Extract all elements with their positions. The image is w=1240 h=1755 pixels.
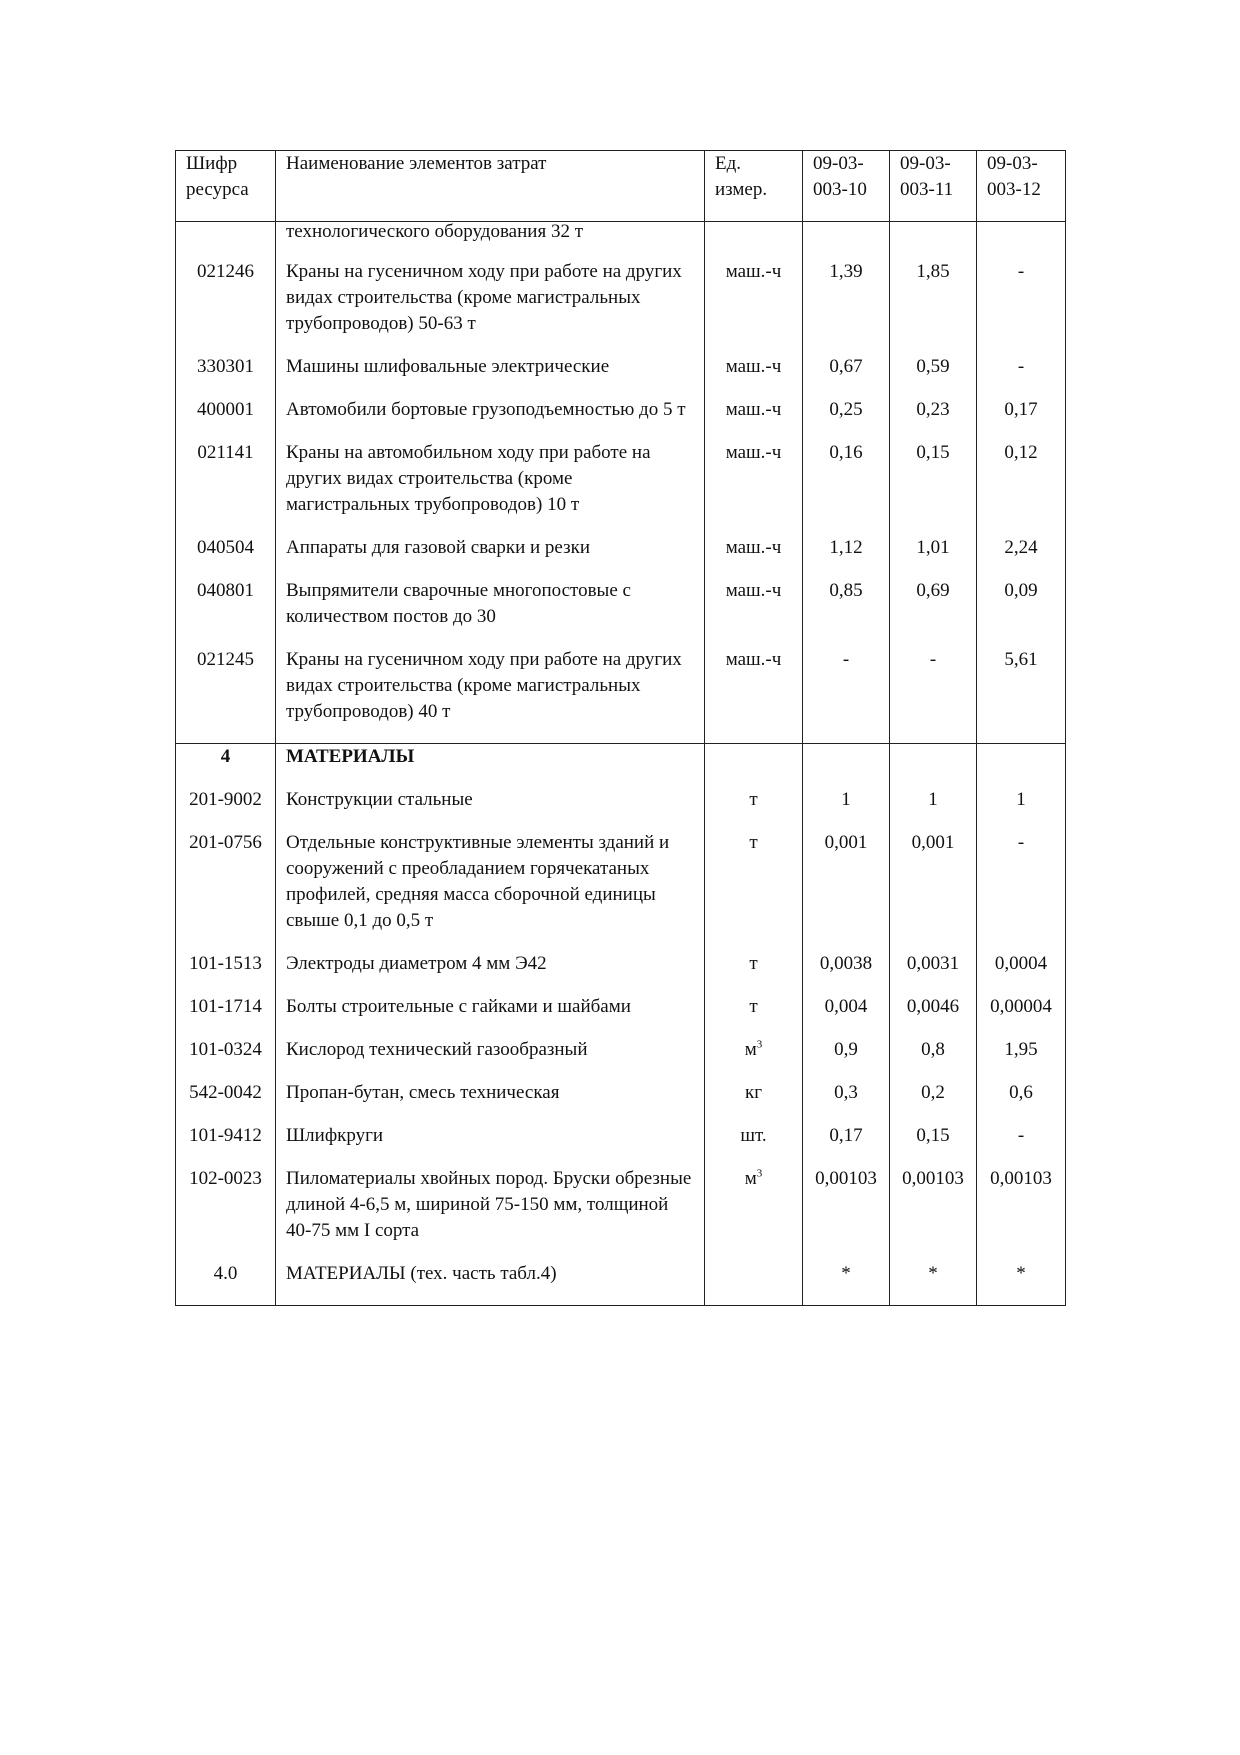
value-09-03-003-11: 0,0046: [890, 994, 977, 1037]
machine-row: [176, 535, 1066, 578]
value-09-03-003-10: 0,25: [803, 397, 890, 440]
resource-unit: [705, 951, 803, 994]
unit-text: т: [749, 832, 758, 853]
resource-unit: [705, 1080, 803, 1123]
carryover-row: [176, 222, 1066, 260]
resource-unit: [705, 830, 803, 951]
unit-text: шт.: [740, 1125, 767, 1146]
resource-name: Выпрямители сварочные многопостовые с количеством постов до 30: [276, 578, 705, 647]
resource-code: 021246: [176, 259, 276, 354]
value-09-03-003-11: 0,2: [890, 1080, 977, 1123]
machine-row: [176, 440, 1066, 535]
resource-unit: [705, 647, 803, 744]
resource-unit: [705, 1037, 803, 1080]
value-09-03-003-10: 1: [803, 787, 890, 830]
resource-name: Электроды диаметром 4 мм Э42: [276, 951, 705, 994]
resource-code: 4.0: [176, 1261, 276, 1306]
resource-unit: [705, 787, 803, 830]
value-09-03-003-12: 0,17: [977, 397, 1066, 440]
value-09-03-003-12: 0,6: [977, 1080, 1066, 1123]
resource-name: МАТЕРИАЛЫ (тех. часть табл.4): [276, 1261, 705, 1306]
material-row: [176, 1123, 1066, 1166]
resource-name: Кислород технический газообразный: [276, 1037, 705, 1080]
machine-row: [176, 578, 1066, 647]
header-col2: 09-03-003-11: [890, 151, 977, 222]
resource-code: 040504: [176, 535, 276, 578]
carryover-name: технологического оборудования 32 т: [276, 222, 705, 260]
unit-text: маш.-ч: [725, 261, 782, 282]
resource-name: Шлифкруги: [276, 1123, 705, 1166]
machine-row: [176, 354, 1066, 397]
value-09-03-003-10: 0,67: [803, 354, 890, 397]
value-09-03-003-10: 1,39: [803, 259, 890, 354]
resource-code: 102-0023: [176, 1166, 276, 1261]
value-09-03-003-12: 0,00103: [977, 1166, 1066, 1261]
unit-text: маш.-ч: [725, 399, 782, 420]
section-empty-cell: [803, 744, 890, 788]
resource-code: 021141: [176, 440, 276, 535]
resource-code: 201-9002: [176, 787, 276, 830]
value-09-03-003-11: 1,01: [890, 535, 977, 578]
unit-text: маш.-ч: [725, 442, 782, 463]
value-09-03-003-11: 0,0031: [890, 951, 977, 994]
value-09-03-003-12: 2,24: [977, 535, 1066, 578]
resource-unit: [705, 994, 803, 1037]
value-09-03-003-11: 1: [890, 787, 977, 830]
material-row: [176, 830, 1066, 951]
resource-code: 400001: [176, 397, 276, 440]
machine-row: [176, 397, 1066, 440]
resource-code: 040801: [176, 578, 276, 647]
resource-unit: [705, 1261, 803, 1306]
material-row: [176, 994, 1066, 1037]
resource-code: 542-0042: [176, 1080, 276, 1123]
resource-name: Краны на гусеничном ходу при работе на других видах строительства (кроме магистральных трубопроводов) 50-63 т: [276, 259, 705, 354]
carryover-code: [176, 222, 276, 260]
section-empty-cell: [890, 744, 977, 788]
value-09-03-003-11: 0,15: [890, 440, 977, 535]
unit-text: маш.-ч: [725, 649, 782, 670]
value-09-03-003-12: -: [977, 259, 1066, 354]
resource-unit: [705, 578, 803, 647]
value-09-03-003-12: *: [977, 1261, 1066, 1306]
resource-unit: [705, 1166, 803, 1261]
carryover-v3: [977, 222, 1066, 260]
resource-name: Пропан-бутан, смесь техническая: [276, 1080, 705, 1123]
unit-text: т: [749, 789, 758, 810]
value-09-03-003-12: -: [977, 830, 1066, 951]
unit-superscript: 3: [756, 1167, 763, 1180]
value-09-03-003-10: 0,16: [803, 440, 890, 535]
value-09-03-003-10: 1,12: [803, 535, 890, 578]
resource-code: 021245: [176, 647, 276, 744]
unit-text: м: [744, 1039, 757, 1060]
value-09-03-003-11: 0,8: [890, 1037, 977, 1080]
resource-name: Пиломатериалы хвойных пород. Бруски обрезные длиной 4-6,5 м, шириной 75-150 мм, толщиной 40-75 мм I сорта: [276, 1166, 705, 1261]
header-name: Наименование элементов затрат: [276, 151, 705, 222]
resource-name: Болты строительные с гайками и шайбами: [276, 994, 705, 1037]
material-row: [176, 1080, 1066, 1123]
unit-text: м: [744, 1168, 757, 1189]
value-09-03-003-12: 1,95: [977, 1037, 1066, 1080]
value-09-03-003-11: -: [890, 647, 977, 744]
resource-unit: [705, 397, 803, 440]
unit-text: маш.-ч: [725, 537, 782, 558]
resource-name: Аппараты для газовой сварки и резки: [276, 535, 705, 578]
value-09-03-003-11: 0,00103: [890, 1166, 977, 1261]
value-09-03-003-12: 0,12: [977, 440, 1066, 535]
value-09-03-003-11: 1,85: [890, 259, 977, 354]
resource-name: Машины шлифовальные электрические: [276, 354, 705, 397]
section-empty-cell: [705, 744, 803, 788]
resource-table: [175, 150, 1066, 1306]
value-09-03-003-11: *: [890, 1261, 977, 1306]
resource-name: Конструкции стальные: [276, 787, 705, 830]
value-09-03-003-10: 0,00103: [803, 1166, 890, 1261]
section-materials-row: [176, 744, 1066, 788]
resource-unit: [705, 1123, 803, 1166]
value-09-03-003-12: 5,61: [977, 647, 1066, 744]
resource-code: 101-1714: [176, 994, 276, 1037]
value-09-03-003-11: 0,001: [890, 830, 977, 951]
unit-text: т: [749, 953, 758, 974]
resource-name: Автомобили бортовые грузоподъемностью до 5 т: [276, 397, 705, 440]
materials-techpart-row: [176, 1261, 1066, 1306]
carryover-unit: [705, 222, 803, 260]
value-09-03-003-10: 0,001: [803, 830, 890, 951]
material-row: [176, 1037, 1066, 1080]
value-09-03-003-12: -: [977, 354, 1066, 397]
machine-row: [176, 647, 1066, 744]
resource-code: 101-9412: [176, 1123, 276, 1166]
resource-code: 101-0324: [176, 1037, 276, 1080]
resource-unit: [705, 535, 803, 578]
value-09-03-003-10: 0,17: [803, 1123, 890, 1166]
table-header-row: [176, 151, 1066, 222]
header-col3: 09-03-003-12: [977, 151, 1066, 222]
resource-name: Краны на гусеничном ходу при работе на других видах строительства (кроме магистральных трубопроводов) 40 т: [276, 647, 705, 744]
unit-superscript: 3: [756, 1038, 763, 1051]
header-code: Шифр ресурса: [176, 151, 276, 222]
unit-text: кг: [744, 1082, 763, 1103]
value-09-03-003-11: 0,23: [890, 397, 977, 440]
value-09-03-003-10: 0,85: [803, 578, 890, 647]
material-row: [176, 1166, 1066, 1261]
unit-text: маш.-ч: [725, 356, 782, 377]
section-code: 4: [176, 744, 276, 788]
carryover-v2: [890, 222, 977, 260]
resource-unit: [705, 354, 803, 397]
value-09-03-003-11: 0,15: [890, 1123, 977, 1166]
value-09-03-003-10: 0,0038: [803, 951, 890, 994]
value-09-03-003-11: 0,59: [890, 354, 977, 397]
header-col1: 09-03-003-10: [803, 151, 890, 222]
resource-code: 101-1513: [176, 951, 276, 994]
value-09-03-003-10: 0,004: [803, 994, 890, 1037]
resource-code: 201-0756: [176, 830, 276, 951]
value-09-03-003-10: *: [803, 1261, 890, 1306]
resource-name: Отдельные конструктивные элементы зданий и сооружений с преобладанием горячекатаных профилей, средняя масса сборочной единицы свыше 0,1 до 0,5 т: [276, 830, 705, 951]
resource-code: 330301: [176, 354, 276, 397]
unit-text: т: [749, 996, 758, 1017]
value-09-03-003-10: -: [803, 647, 890, 744]
section-empty-cell: [977, 744, 1066, 788]
value-09-03-003-12: 0,09: [977, 578, 1066, 647]
header-unit: Ед. измер.: [705, 151, 803, 222]
value-09-03-003-12: 0,00004: [977, 994, 1066, 1037]
unit-text: маш.-ч: [725, 580, 782, 601]
resource-unit: [705, 440, 803, 535]
material-row: [176, 787, 1066, 830]
value-09-03-003-10: 0,3: [803, 1080, 890, 1123]
value-09-03-003-12: 1: [977, 787, 1066, 830]
value-09-03-003-12: 0,0004: [977, 951, 1066, 994]
resource-name: Краны на автомобильном ходу при работе на других видах строительства (кроме магистральных трубопроводов) 10 т: [276, 440, 705, 535]
carryover-v1: [803, 222, 890, 260]
material-row: [176, 951, 1066, 994]
machine-row: [176, 259, 1066, 354]
resource-unit: [705, 259, 803, 354]
value-09-03-003-10: 0,9: [803, 1037, 890, 1080]
value-09-03-003-11: 0,69: [890, 578, 977, 647]
value-09-03-003-12: -: [977, 1123, 1066, 1166]
section-title: МАТЕРИАЛЫ: [276, 744, 705, 788]
